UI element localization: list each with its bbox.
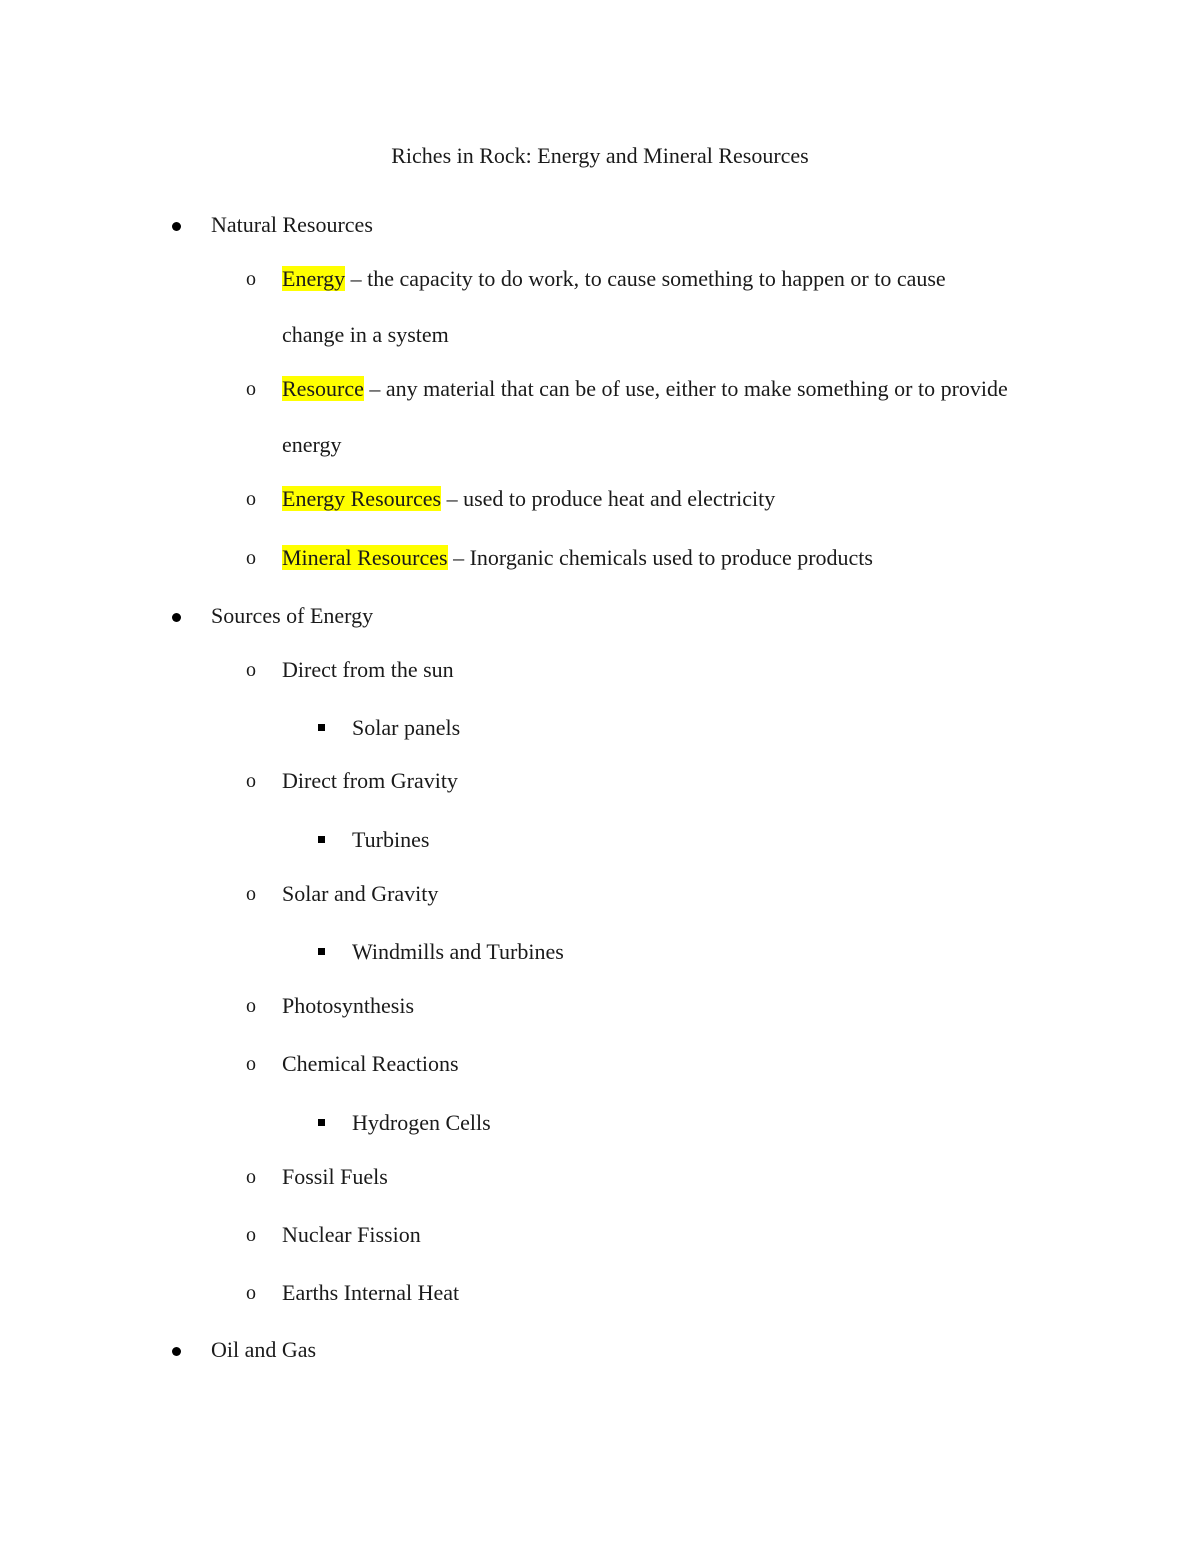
highlighted-term: Energy Resources	[282, 486, 442, 511]
section-heading: Sources of Energy	[211, 603, 374, 628]
list-item: Nuclear Fission	[282, 1222, 421, 1247]
bullet-dot-icon	[172, 1336, 181, 1364]
list-item	[282, 485, 775, 513]
list-item: Fossil Fuels	[282, 1164, 388, 1189]
bullet-square-icon	[318, 826, 325, 854]
definition-text: – the capacity to do work, to cause something to happen or to cause	[345, 266, 946, 291]
bullet-circle-icon: o	[246, 1166, 256, 1188]
bullet-circle-icon: o	[246, 268, 256, 290]
highlighted-term: Resource	[282, 376, 364, 401]
bullet-circle-icon: o	[246, 883, 256, 905]
definition-text: – any material that can be of use, either to make something or to provide	[363, 376, 1008, 401]
definition-continuation: energy	[282, 432, 342, 457]
list-item: Chemical Reactions	[282, 1051, 459, 1076]
list-item: Solar and Gravity	[282, 881, 439, 906]
highlighted-term: Mineral Resources	[282, 545, 448, 570]
bullet-circle-icon: o	[246, 995, 256, 1017]
list-item	[282, 265, 946, 293]
sub-list-item: Solar panels	[352, 715, 461, 740]
bullet-circle-icon: o	[246, 488, 256, 510]
bullet-square-icon	[318, 938, 325, 966]
definition-text: – Inorganic chemicals used to produce products	[447, 545, 873, 570]
highlighted-term: Energy	[282, 266, 346, 291]
document-title: Riches in Rock: Energy and Mineral Resources	[391, 143, 809, 168]
section-heading: Oil and Gas	[211, 1337, 317, 1362]
sub-list-item: Windmills and Turbines	[352, 939, 564, 964]
sub-list-item: Hydrogen Cells	[352, 1110, 491, 1135]
list-item	[282, 544, 873, 572]
list-item: Earths Internal Heat	[282, 1280, 460, 1305]
bullet-circle-icon: o	[246, 1282, 256, 1304]
definition-continuation: change in a system	[282, 322, 449, 347]
bullet-circle-icon: o	[246, 378, 256, 400]
sub-list-item: Turbines	[352, 827, 430, 852]
bullet-circle-icon: o	[246, 770, 256, 792]
bullet-circle-icon: o	[246, 1224, 256, 1246]
definition-text: – used to produce heat and electricity	[441, 486, 776, 511]
bullet-dot-icon	[172, 602, 181, 630]
bullet-dot-icon	[172, 211, 181, 239]
list-item	[282, 375, 1008, 403]
section-heading: Natural Resources	[211, 212, 373, 237]
bullet-square-icon	[318, 714, 325, 742]
bullet-circle-icon: o	[246, 547, 256, 569]
list-item: Direct from Gravity	[282, 768, 458, 793]
bullet-circle-icon: o	[246, 659, 256, 681]
list-item: Photosynthesis	[282, 993, 415, 1018]
bullet-circle-icon: o	[246, 1053, 256, 1075]
bullet-square-icon	[318, 1109, 325, 1137]
list-item: Direct from the sun	[282, 657, 454, 682]
